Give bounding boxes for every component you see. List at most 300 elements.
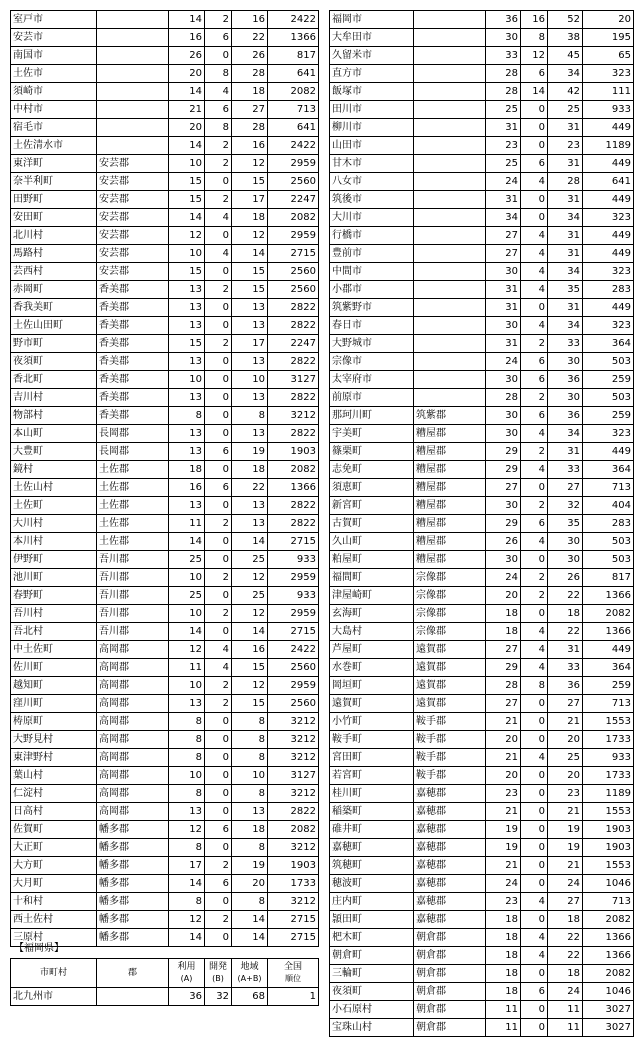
cell-development: 0 — [205, 767, 232, 785]
cell-usage: 14 — [169, 875, 205, 893]
cell-rank: 1553 — [583, 713, 634, 731]
cell-development: 2 — [205, 335, 232, 353]
cell-municipality: 大野城市 — [330, 335, 414, 353]
cell-rank: 933 — [583, 101, 634, 119]
cell-municipality: 田野町 — [11, 191, 97, 209]
cell-development: 4 — [521, 749, 548, 767]
cell-rank: 1366 — [268, 29, 319, 47]
cell-region: 31 — [548, 191, 583, 209]
cell-region: 17 — [232, 335, 268, 353]
cell-usage: 36 — [169, 988, 205, 1006]
cell-municipality: 宿毛市 — [11, 119, 97, 137]
cell-usage: 30 — [486, 371, 521, 389]
header-region: 地域 (A+B) — [232, 959, 268, 988]
cell-municipality: 三原村 — [11, 929, 97, 947]
cell-development: 0 — [205, 47, 232, 65]
cell-rank: 2959 — [268, 605, 319, 623]
cell-development: 0 — [521, 299, 548, 317]
table-row — [330, 965, 634, 983]
table-row — [11, 47, 319, 65]
cell-county — [414, 173, 486, 191]
cell-development: 2 — [205, 191, 232, 209]
cell-region: 18 — [232, 821, 268, 839]
cell-county — [414, 353, 486, 371]
cell-region: 10 — [232, 371, 268, 389]
cell-rank: 449 — [583, 227, 634, 245]
cell-municipality: 玄海町 — [330, 605, 414, 623]
cell-county: 香美郡 — [97, 371, 169, 389]
cell-municipality: 八女市 — [330, 173, 414, 191]
cell-county: 安芸郡 — [97, 263, 169, 281]
cell-region: 27 — [548, 479, 583, 497]
cell-region: 12 — [232, 605, 268, 623]
cell-usage: 10 — [169, 371, 205, 389]
cell-region: 8 — [232, 839, 268, 857]
cell-municipality: 那珂川町 — [330, 407, 414, 425]
cell-county: 遠賀郡 — [414, 641, 486, 659]
cell-municipality: 田川市 — [330, 101, 414, 119]
cell-county: 安芸郡 — [97, 209, 169, 227]
cell-development: 0 — [205, 623, 232, 641]
cell-county: 高岡郡 — [97, 731, 169, 749]
cell-development: 8 — [521, 29, 548, 47]
cell-development: 0 — [205, 929, 232, 947]
cell-usage: 21 — [486, 857, 521, 875]
cell-municipality: 越知町 — [11, 677, 97, 695]
cell-development: 0 — [521, 965, 548, 983]
cell-development: 0 — [521, 551, 548, 569]
cell-county — [414, 137, 486, 155]
cell-municipality: 穂波町 — [330, 875, 414, 893]
cell-development: 2 — [205, 857, 232, 875]
cell-region: 31 — [548, 443, 583, 461]
cell-region: 13 — [232, 497, 268, 515]
cell-municipality: 北川村 — [11, 227, 97, 245]
table-row — [11, 137, 319, 155]
cell-usage: 16 — [169, 29, 205, 47]
cell-development: 0 — [521, 695, 548, 713]
cell-county: 嘉穂郡 — [414, 803, 486, 821]
cell-usage: 27 — [486, 695, 521, 713]
cell-region: 13 — [232, 317, 268, 335]
table-row — [11, 988, 319, 1006]
cell-development: 6 — [205, 479, 232, 497]
cell-municipality: 芦屋町 — [330, 641, 414, 659]
cell-usage: 10 — [169, 677, 205, 695]
cell-municipality: 庄内町 — [330, 893, 414, 911]
cell-development: 4 — [521, 461, 548, 479]
cell-rank: 641 — [268, 119, 319, 137]
cell-municipality: 頴田町 — [330, 911, 414, 929]
cell-region: 36 — [548, 677, 583, 695]
cell-usage: 14 — [169, 209, 205, 227]
fukuoka-table-start — [10, 958, 319, 1006]
cell-usage: 30 — [486, 317, 521, 335]
cell-development: 0 — [521, 209, 548, 227]
table-row — [11, 317, 319, 335]
cell-development: 0 — [521, 137, 548, 155]
cell-municipality: 吾川村 — [11, 605, 97, 623]
cell-region: 18 — [548, 605, 583, 623]
cell-rank: 2822 — [268, 389, 319, 407]
cell-usage: 14 — [169, 11, 205, 29]
table-row — [11, 821, 319, 839]
cell-rank: 1 — [268, 988, 319, 1006]
cell-rank: 2082 — [268, 821, 319, 839]
cell-county — [97, 119, 169, 137]
cell-region: 27 — [232, 101, 268, 119]
table-row — [11, 749, 319, 767]
table-row — [330, 821, 634, 839]
cell-county: 幡多郡 — [97, 875, 169, 893]
cell-rank: 503 — [583, 533, 634, 551]
cell-development: 0 — [521, 875, 548, 893]
cell-municipality: 土佐清水市 — [11, 137, 97, 155]
cell-county — [414, 299, 486, 317]
cell-county: 嘉穂郡 — [414, 785, 486, 803]
cell-county: 鞍手郡 — [414, 731, 486, 749]
cell-municipality: 春日市 — [330, 317, 414, 335]
cell-county: 朝倉郡 — [414, 983, 486, 1001]
cell-region: 13 — [232, 353, 268, 371]
cell-usage: 30 — [486, 551, 521, 569]
cell-usage: 29 — [486, 443, 521, 461]
cell-usage: 11 — [486, 1019, 521, 1037]
cell-county: 高岡郡 — [97, 641, 169, 659]
cell-region: 28 — [232, 119, 268, 137]
cell-usage: 13 — [169, 353, 205, 371]
cell-municipality: 日高村 — [11, 803, 97, 821]
cell-usage: 15 — [169, 173, 205, 191]
cell-development: 2 — [205, 911, 232, 929]
cell-municipality: 夜須町 — [330, 983, 414, 1001]
cell-development: 16 — [521, 11, 548, 29]
cell-usage: 8 — [169, 749, 205, 767]
cell-municipality: 馬路村 — [11, 245, 97, 263]
cell-rank: 364 — [583, 335, 634, 353]
cell-rank: 1903 — [583, 821, 634, 839]
table-row — [330, 839, 634, 857]
cell-county: 幡多郡 — [97, 893, 169, 911]
header-rank: 全国 順位 — [268, 959, 319, 988]
cell-rank: 364 — [583, 461, 634, 479]
cell-development: 0 — [521, 191, 548, 209]
cell-usage: 21 — [169, 101, 205, 119]
cell-county: 朝倉郡 — [414, 1019, 486, 1037]
cell-municipality: 十和村 — [11, 893, 97, 911]
table-row — [330, 443, 634, 461]
cell-usage: 21 — [486, 749, 521, 767]
cell-municipality: 仁淀村 — [11, 785, 97, 803]
table-row — [11, 83, 319, 101]
cell-usage: 23 — [486, 137, 521, 155]
cell-county: 朝倉郡 — [414, 947, 486, 965]
cell-usage: 18 — [486, 623, 521, 641]
cell-development: 0 — [205, 299, 232, 317]
cell-rank: 323 — [583, 263, 634, 281]
cell-development: 0 — [205, 407, 232, 425]
cell-rank: 2715 — [268, 533, 319, 551]
cell-county: 糟屋郡 — [414, 461, 486, 479]
cell-usage: 28 — [486, 389, 521, 407]
cell-development: 0 — [521, 821, 548, 839]
cell-county — [414, 281, 486, 299]
cell-rank: 323 — [583, 317, 634, 335]
cell-development: 4 — [521, 659, 548, 677]
cell-development: 2 — [205, 515, 232, 533]
cell-rank: 503 — [583, 389, 634, 407]
cell-county: 嘉穂郡 — [414, 839, 486, 857]
cell-development: 0 — [205, 263, 232, 281]
cell-development: 2 — [521, 587, 548, 605]
cell-municipality: 伊野町 — [11, 551, 97, 569]
cell-rank: 2715 — [268, 911, 319, 929]
cell-county: 鞍手郡 — [414, 713, 486, 731]
cell-usage: 21 — [486, 713, 521, 731]
cell-county: 糟屋郡 — [414, 551, 486, 569]
cell-county: 糟屋郡 — [414, 443, 486, 461]
cell-rank: 1046 — [583, 983, 634, 1001]
cell-county: 香美郡 — [97, 317, 169, 335]
cell-municipality: 直方市 — [330, 65, 414, 83]
table-row — [330, 551, 634, 569]
table-row — [11, 389, 319, 407]
table-row — [330, 569, 634, 587]
cell-municipality: 筑後市 — [330, 191, 414, 209]
cell-development: 0 — [205, 461, 232, 479]
cell-county: 吾川郡 — [97, 569, 169, 587]
table-row — [330, 245, 634, 263]
cell-development: 6 — [521, 353, 548, 371]
cell-rank: 111 — [583, 83, 634, 101]
cell-development: 0 — [205, 389, 232, 407]
cell-municipality: 岡垣町 — [330, 677, 414, 695]
cell-rank: 1366 — [268, 479, 319, 497]
cell-municipality: 杷木町 — [330, 929, 414, 947]
cell-development: 0 — [521, 119, 548, 137]
table-row — [330, 1019, 634, 1037]
cell-county — [414, 65, 486, 83]
cell-usage: 12 — [169, 911, 205, 929]
cell-region: 35 — [548, 515, 583, 533]
cell-municipality: 筑穂町 — [330, 857, 414, 875]
cell-development: 0 — [521, 803, 548, 821]
kochi-table-continued — [10, 10, 319, 947]
cell-rank: 2082 — [268, 83, 319, 101]
header-county: 郡 — [97, 959, 169, 988]
cell-county: 土佐郡 — [97, 533, 169, 551]
cell-county: 高岡郡 — [97, 749, 169, 767]
cell-development: 2 — [521, 443, 548, 461]
cell-development: 6 — [521, 515, 548, 533]
table-row — [11, 497, 319, 515]
cell-region: 27 — [548, 893, 583, 911]
table-row — [330, 731, 634, 749]
table-row — [330, 587, 634, 605]
cell-municipality: 甘木市 — [330, 155, 414, 173]
cell-rank: 449 — [583, 155, 634, 173]
cell-region: 19 — [232, 857, 268, 875]
cell-development: 0 — [205, 731, 232, 749]
cell-region: 30 — [548, 389, 583, 407]
cell-development: 6 — [521, 371, 548, 389]
cell-county: 幡多郡 — [97, 821, 169, 839]
table-row — [11, 65, 319, 83]
cell-county: 高岡郡 — [97, 785, 169, 803]
cell-municipality: 福岡市 — [330, 11, 414, 29]
cell-usage: 12 — [169, 227, 205, 245]
cell-development: 0 — [205, 713, 232, 731]
cell-municipality: 梼原町 — [11, 713, 97, 731]
cell-region: 11 — [548, 1019, 583, 1037]
table-row — [330, 47, 634, 65]
cell-development: 12 — [521, 47, 548, 65]
cell-county: 幡多郡 — [97, 839, 169, 857]
table-header-row — [11, 959, 319, 988]
cell-usage: 30 — [486, 29, 521, 47]
cell-municipality: 飯塚市 — [330, 83, 414, 101]
cell-region: 34 — [548, 263, 583, 281]
cell-county: 嘉穂郡 — [414, 893, 486, 911]
cell-region: 15 — [232, 263, 268, 281]
cell-region: 8 — [232, 407, 268, 425]
table-row — [11, 659, 319, 677]
cell-region: 20 — [232, 875, 268, 893]
cell-rank: 3212 — [268, 731, 319, 749]
table-row — [330, 659, 634, 677]
table-row — [330, 605, 634, 623]
cell-development: 0 — [521, 857, 548, 875]
cell-municipality: 豊前市 — [330, 245, 414, 263]
cell-region: 34 — [548, 425, 583, 443]
cell-usage: 8 — [169, 839, 205, 857]
cell-region: 25 — [548, 749, 583, 767]
cell-municipality: 土佐山村 — [11, 479, 97, 497]
cell-usage: 18 — [169, 461, 205, 479]
table-row — [11, 587, 319, 605]
table-row — [11, 461, 319, 479]
cell-rank: 2082 — [268, 461, 319, 479]
cell-county — [414, 389, 486, 407]
cell-rank: 20 — [583, 11, 634, 29]
cell-region: 25 — [548, 101, 583, 119]
cell-municipality: 中村市 — [11, 101, 97, 119]
cell-usage: 14 — [169, 83, 205, 101]
cell-usage: 10 — [169, 155, 205, 173]
cell-development: 4 — [521, 281, 548, 299]
cell-usage: 14 — [169, 137, 205, 155]
cell-usage: 18 — [486, 947, 521, 965]
cell-municipality: 池川町 — [11, 569, 97, 587]
cell-usage: 25 — [486, 155, 521, 173]
cell-development: 6 — [205, 821, 232, 839]
cell-municipality: 窪川町 — [11, 695, 97, 713]
cell-region: 34 — [548, 317, 583, 335]
cell-municipality: 筑紫野市 — [330, 299, 414, 317]
cell-usage: 14 — [169, 623, 205, 641]
cell-region: 12 — [232, 227, 268, 245]
cell-region: 34 — [548, 209, 583, 227]
cell-rank: 259 — [583, 677, 634, 695]
cell-municipality: 粕屋町 — [330, 551, 414, 569]
cell-region: 25 — [232, 587, 268, 605]
cell-municipality: 稲築町 — [330, 803, 414, 821]
cell-region: 13 — [232, 299, 268, 317]
cell-development: 8 — [205, 119, 232, 137]
cell-usage: 30 — [486, 263, 521, 281]
cell-development: 2 — [521, 335, 548, 353]
cell-municipality: 北九州市 — [11, 988, 97, 1006]
cell-municipality: 大正町 — [11, 839, 97, 857]
cell-region: 14 — [232, 533, 268, 551]
cell-rank: 2959 — [268, 155, 319, 173]
cell-municipality: 大川村 — [11, 515, 97, 533]
table-row — [11, 29, 319, 47]
cell-usage: 15 — [169, 263, 205, 281]
cell-municipality: 吾北村 — [11, 623, 97, 641]
cell-rank: 323 — [583, 209, 634, 227]
cell-region: 18 — [232, 83, 268, 101]
cell-region: 22 — [232, 29, 268, 47]
cell-development: 0 — [205, 803, 232, 821]
table-row — [11, 533, 319, 551]
table-row — [11, 173, 319, 191]
cell-county — [414, 83, 486, 101]
table-row — [11, 191, 319, 209]
cell-municipality: 篠栗町 — [330, 443, 414, 461]
cell-usage: 15 — [169, 335, 205, 353]
cell-rank: 641 — [268, 65, 319, 83]
cell-region: 23 — [548, 785, 583, 803]
cell-region: 8 — [232, 749, 268, 767]
cell-development: 0 — [205, 173, 232, 191]
table-row — [11, 605, 319, 623]
cell-rank: 2959 — [268, 569, 319, 587]
table-row — [330, 317, 634, 335]
cell-county: 幡多郡 — [97, 857, 169, 875]
cell-rank: 2959 — [268, 677, 319, 695]
cell-rank: 449 — [583, 245, 634, 263]
cell-usage: 11 — [169, 659, 205, 677]
cell-county: 筑紫郡 — [414, 407, 486, 425]
cell-municipality: 小石原村 — [330, 1001, 414, 1019]
cell-municipality: 大川市 — [330, 209, 414, 227]
cell-municipality: 香北町 — [11, 371, 97, 389]
fukuoka-section-title: 【福岡県】 — [14, 943, 64, 954]
cell-county — [414, 191, 486, 209]
cell-county — [97, 65, 169, 83]
cell-development: 6 — [521, 155, 548, 173]
cell-development: 4 — [521, 623, 548, 641]
cell-development: 4 — [521, 263, 548, 281]
cell-usage: 8 — [169, 407, 205, 425]
table-row — [11, 281, 319, 299]
cell-usage: 27 — [486, 641, 521, 659]
table-row — [11, 443, 319, 461]
cell-county: 高岡郡 — [97, 695, 169, 713]
cell-usage: 31 — [486, 335, 521, 353]
cell-region: 45 — [548, 47, 583, 65]
cell-region: 24 — [548, 983, 583, 1001]
cell-county: 高岡郡 — [97, 659, 169, 677]
cell-rank: 3212 — [268, 893, 319, 911]
cell-development: 0 — [205, 533, 232, 551]
table-row — [11, 425, 319, 443]
table-row — [330, 947, 634, 965]
cell-usage: 10 — [169, 569, 205, 587]
cell-municipality: 前原市 — [330, 389, 414, 407]
header-development: 開発 (B) — [205, 959, 232, 988]
